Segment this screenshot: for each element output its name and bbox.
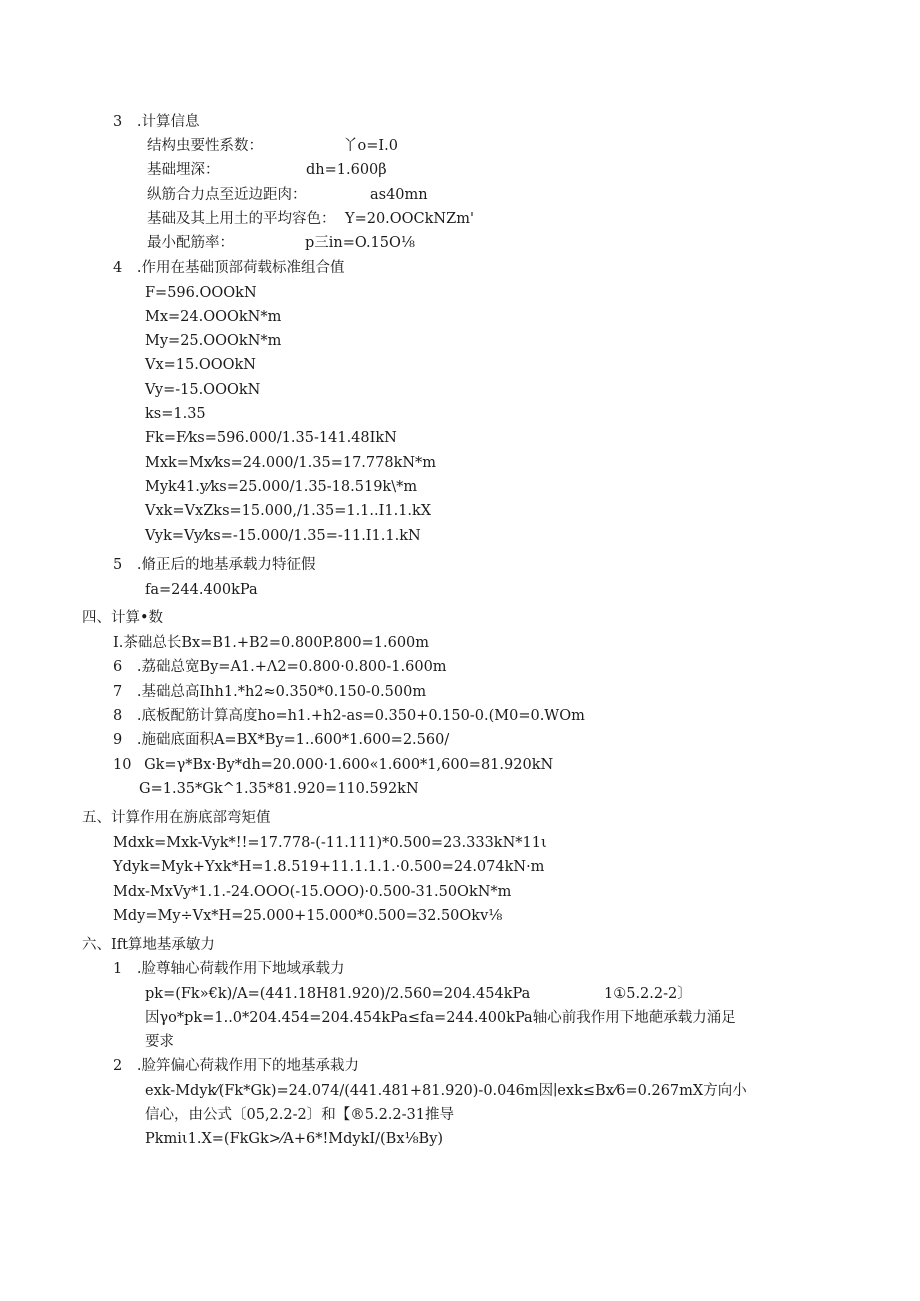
- param-item: 10 Gk=γ*Bx·By*dh=20.000·1.600«1.600*1,600=81.920kN: [113, 757, 554, 773]
- formula-reference: 1①5.2.2-2〕: [604, 986, 692, 1002]
- section-3-heading: 3 .计算信息: [113, 114, 200, 130]
- calc-info-row: 最小配筋率： p三in=O.15O⅛: [147, 235, 415, 251]
- eccentric-load-line: exk-Mdyk⁄(Fk*Gk)=24.074/(441.481+81.920)-0.046m因∣exk≤Bx⁄6=0.267mX方向小: [145, 1083, 747, 1099]
- eccentric-load-line: 信心，由公式〔05,2.2-2〕和【®5.2.2-31推导: [145, 1107, 454, 1123]
- section-4-heading: 4 .作用在基础顶部荷载标准组合值: [113, 260, 345, 276]
- param-item: 7 .基础总高Ihh1.*h2≈0.350*0.150-0.500m: [113, 684, 427, 700]
- moment-line: Mdy=My÷Vx*H=25.000+15.000*0.500=32.50Okv⅛: [113, 908, 503, 924]
- bearing-capacity-value: fa=244.400kPa: [145, 582, 258, 598]
- calc-info-row: 结构虫要性系数： 丫o=I.0: [147, 138, 398, 154]
- load-line: Vy=-15.OOOkN: [145, 382, 261, 398]
- calc-info-row: 纵筋合力点至近边距肉： as40mn: [147, 187, 428, 203]
- param-item: 8 .底板配筋计算高度ho=h1.+h2-as=0.350+0.150-0.(M0=0.WOm: [113, 708, 585, 724]
- load-line: Mx=24.OOOkN*m: [145, 309, 282, 325]
- chapter-five-heading: 五、计算作用在旃底部弯矩值: [82, 810, 271, 826]
- subsection-heading: 2 .脸笄偏心荷栽作用下的地基承栽力: [113, 1058, 359, 1074]
- eccentric-load-line: Pkmiι1.X=(FkGk>⁄A+6*!MdykI/(Bx⅛By): [145, 1131, 444, 1147]
- axial-load-formula: pk=(Fk»€k)/A=(441.18H81.920)/2.560=204.454kPa: [145, 986, 531, 1002]
- check-note: 要求: [145, 1034, 174, 1050]
- load-line: Vxk=VxZks=15.000,/1.35=1.1..I1.1.kX: [145, 503, 432, 519]
- param-item: G=1.35*Gk^1.35*81.920=110.592kN: [139, 781, 419, 797]
- calc-info-row: 基础及其上用土的平均容色： Y=20.OOCkNZm': [147, 211, 474, 227]
- param-item: I.茶础总长Bx=B1.+B2=0.800P.800=1.600m: [113, 635, 430, 651]
- chapter-six-heading: 六、Ift算地基承敏力: [82, 937, 215, 953]
- moment-line: Ydyk=Myk+Yxk*H=1.8.519+11.1.1.1.·0.500=24.074kN·m: [113, 859, 545, 875]
- load-line: Myk41.y⁄ks=25.000/1.35-18.519k\*m: [145, 479, 418, 495]
- calc-info-row: 基础埋深： dh=1.600β: [147, 162, 387, 178]
- section-5-heading: 5 .脩正后的地基承载力特征假: [113, 557, 316, 573]
- check-note: 因γo*pk=1..0*204.454=204.454kPa≤fa=244.400kPa轴心前我作用下地葩承载力涌足: [145, 1010, 736, 1026]
- load-line: Vyk=Vy⁄ks=-15.000/1.35=-11.I1.1.kN: [145, 528, 421, 544]
- subsection-heading: 1 .脸尊轴心荷载作用下地域承载力: [113, 961, 345, 977]
- load-line: ks=1.35: [145, 406, 206, 422]
- param-item: 6 .荔础总宽By=A1.+Λ2=0.800·0.800-1.600m: [113, 659, 447, 675]
- load-line: F=596.OOOkN: [145, 285, 257, 301]
- moment-line: Mdxk=Mxk-Vyk*!!=17.778-(-11.111)*0.500=23.333kN*11ι: [113, 835, 547, 851]
- load-line: Mxk=Mx⁄ks=24.000/1.35=17.778kN*m: [145, 455, 437, 471]
- chapter-four-heading: 四、计算•数: [82, 610, 164, 626]
- moment-line: Mdx-MxVy*1.1.-24.OOO(-15.OOO)·0.500-31.50OkN*m: [113, 884, 512, 900]
- load-line: My=25.OOOkN*m: [145, 333, 282, 349]
- load-line: Fk=F⁄ks=596.000/1.35-141.48IkN: [145, 430, 397, 446]
- load-line: Vx=15.OOOkN: [145, 357, 256, 373]
- param-item: 9 .施础底面积A=BX*By=1..600*1.600=2.560/: [113, 732, 450, 748]
